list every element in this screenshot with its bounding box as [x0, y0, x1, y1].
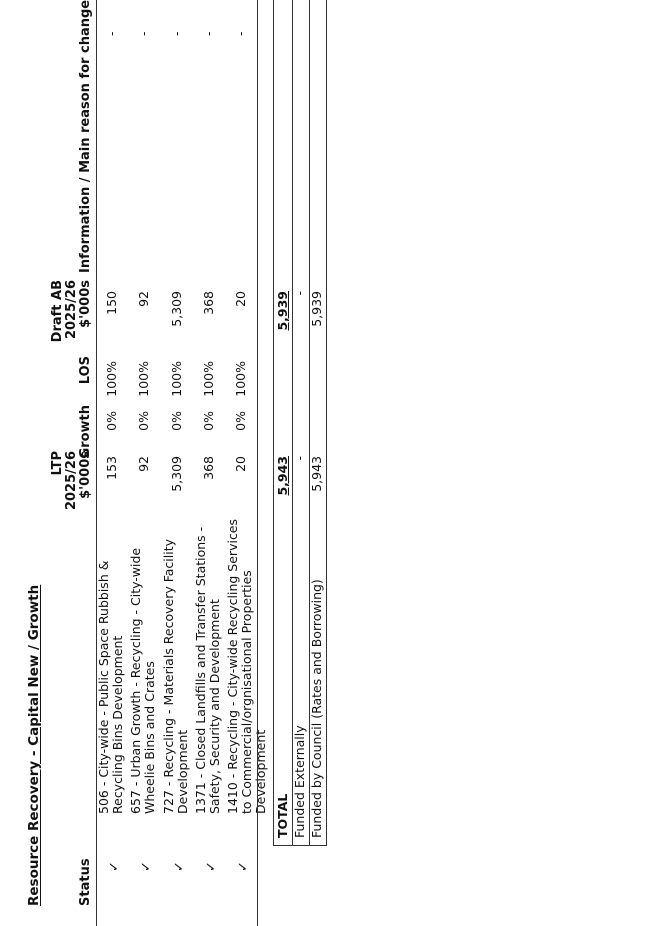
totals-top-rule: [273, 0, 274, 846]
table-row: [194, 0, 226, 926]
row-los: 100%: [104, 361, 119, 397]
row-draft: 20: [233, 291, 248, 307]
total-ltp: 5,943: [275, 456, 290, 496]
growth-header: Growth: [78, 405, 93, 459]
funded-by-council-label: Funded by Council (Rates and Borrowing): [309, 579, 324, 838]
row-los: 100%: [169, 361, 184, 397]
funded-externally-draft: -: [292, 291, 307, 296]
table-row: [225, 0, 268, 926]
checkmark-icon: ✓: [172, 861, 187, 872]
row-growth: 0%: [201, 411, 216, 431]
funded-externally-ltp: -: [292, 456, 307, 461]
table-row: [97, 0, 129, 926]
draft-header-line3: $'000s: [78, 280, 93, 328]
total-draft: 5,939: [275, 291, 290, 331]
row-info: -: [169, 31, 184, 36]
row-info: -: [233, 31, 248, 36]
row-ltp: 5,309: [169, 456, 184, 492]
ltp-header-line2: 2025/26: [64, 451, 79, 511]
row-description: 1410 - Recycling - City-wide Recycling Services to Commercial/orgnisational Properties Development: [225, 518, 268, 814]
row-growth: 0%: [233, 411, 248, 431]
row-growth: 0%: [136, 411, 151, 431]
info-header: Information / Main reason for change: [78, 0, 93, 273]
status-header: Status: [78, 858, 93, 906]
ltp-header-line1: LTP: [50, 451, 65, 476]
row-info: -: [136, 31, 151, 36]
ltp-header: [51, 451, 93, 531]
row-description: 1371 - Closed Landfills and Transfer Stations - Safety, Security and Development: [193, 526, 222, 814]
total-label: TOTAL: [275, 793, 290, 838]
row-info: -: [104, 31, 119, 36]
row-ltp: 92: [136, 456, 151, 472]
row-ltp: 153: [104, 456, 119, 480]
totals-bottom-rule: [326, 0, 327, 846]
row-description: 657 - Urban Growth - Recycling - City-wide Wheelie Bins and Crates: [128, 547, 157, 814]
totals-rule: [292, 0, 293, 846]
row-los: 100%: [233, 361, 248, 397]
draft-header-line2: 2025/26: [64, 280, 79, 340]
row-ltp: 368: [201, 456, 216, 480]
funded-by-council-draft: 5,939: [309, 291, 324, 327]
row-growth: 0%: [104, 411, 119, 431]
row-description: 506 - City-wide - Public Space Rubbish & Recycling Bins Development: [96, 560, 125, 814]
row-draft: 150: [104, 291, 119, 315]
totals-left-rule: [273, 845, 326, 846]
draft-header-line1: Draft AB: [50, 280, 65, 343]
ltp-header-line3: $'000s: [78, 451, 93, 499]
checkmark-icon: ✓: [107, 861, 122, 872]
page-title: Resource Recovery - Capital New / Growth: [26, 584, 42, 906]
body-rule: [257, 0, 258, 926]
table-row: [162, 0, 194, 926]
row-description: 727 - Recycling - Materials Recovery Facility Development: [161, 538, 190, 814]
row-growth: 0%: [169, 411, 184, 431]
row-draft: 92: [136, 291, 151, 307]
row-draft: 368: [201, 291, 216, 315]
row-info: -: [201, 31, 216, 36]
checkmark-icon: ✓: [236, 861, 251, 872]
table-row: [129, 0, 162, 926]
los-header: LOS: [78, 356, 93, 385]
funded-by-council-ltp: 5,943: [309, 456, 324, 492]
checkmark-icon: ✓: [204, 861, 219, 872]
checkmark-icon: ✓: [139, 861, 154, 872]
draft-header: [51, 280, 93, 360]
row-los: 100%: [136, 361, 151, 397]
row-draft: 5,309: [169, 291, 184, 327]
row-ltp: 20: [233, 456, 248, 472]
row-los: 100%: [201, 361, 216, 397]
funded-externally-label: Funded Externally: [292, 725, 307, 838]
